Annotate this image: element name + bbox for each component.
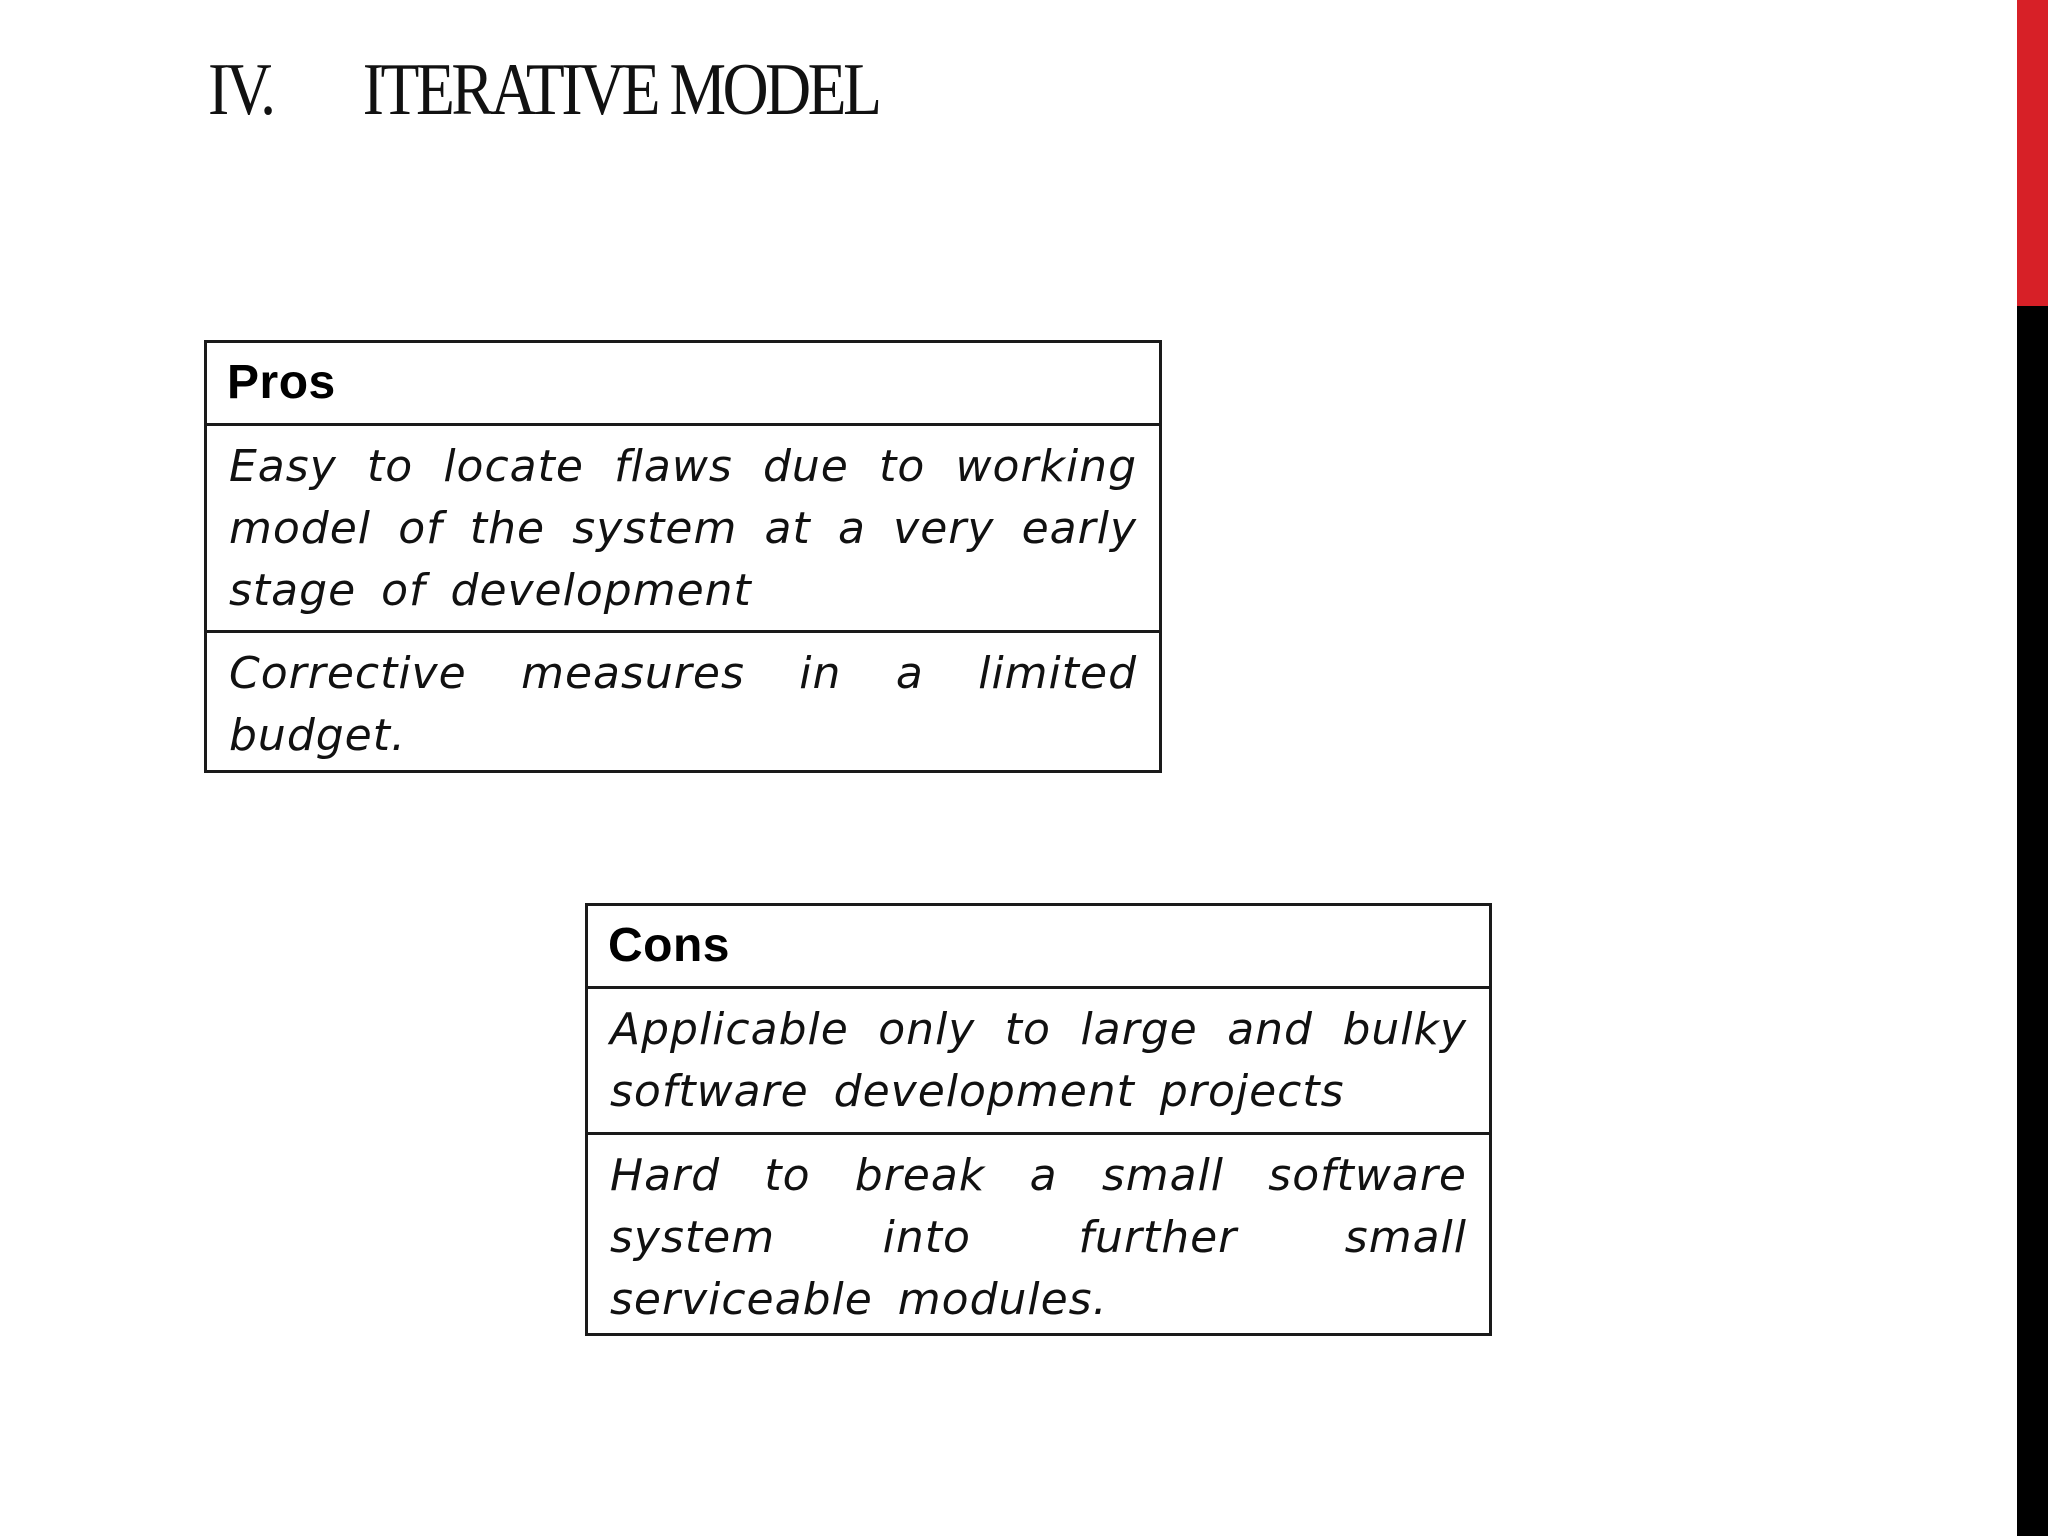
- slide-title-text: ITERATIVE MODEL: [362, 48, 879, 131]
- pros-item: Easy to locate flaws due to working model of the system at a very early stage of development: [229, 441, 1137, 616]
- cons-header: Cons: [588, 906, 1489, 989]
- pros-item: Corrective measures in a limited budget.: [207, 630, 1159, 773]
- cons-item: Hard to break a small software system into further small serviceable modules.: [588, 1132, 1489, 1336]
- accent-bar-black: [2017, 306, 2048, 1536]
- cons-table: [585, 903, 1492, 1336]
- pros-header: Pros: [207, 343, 1159, 426]
- pros-table: [204, 340, 1162, 773]
- slide-title-number: IV.: [208, 48, 273, 131]
- cons-item: Applicable only to large and bulky software development projects: [610, 1004, 1467, 1117]
- slide-title: [208, 40, 879, 140]
- accent-bar-red: [2017, 0, 2048, 306]
